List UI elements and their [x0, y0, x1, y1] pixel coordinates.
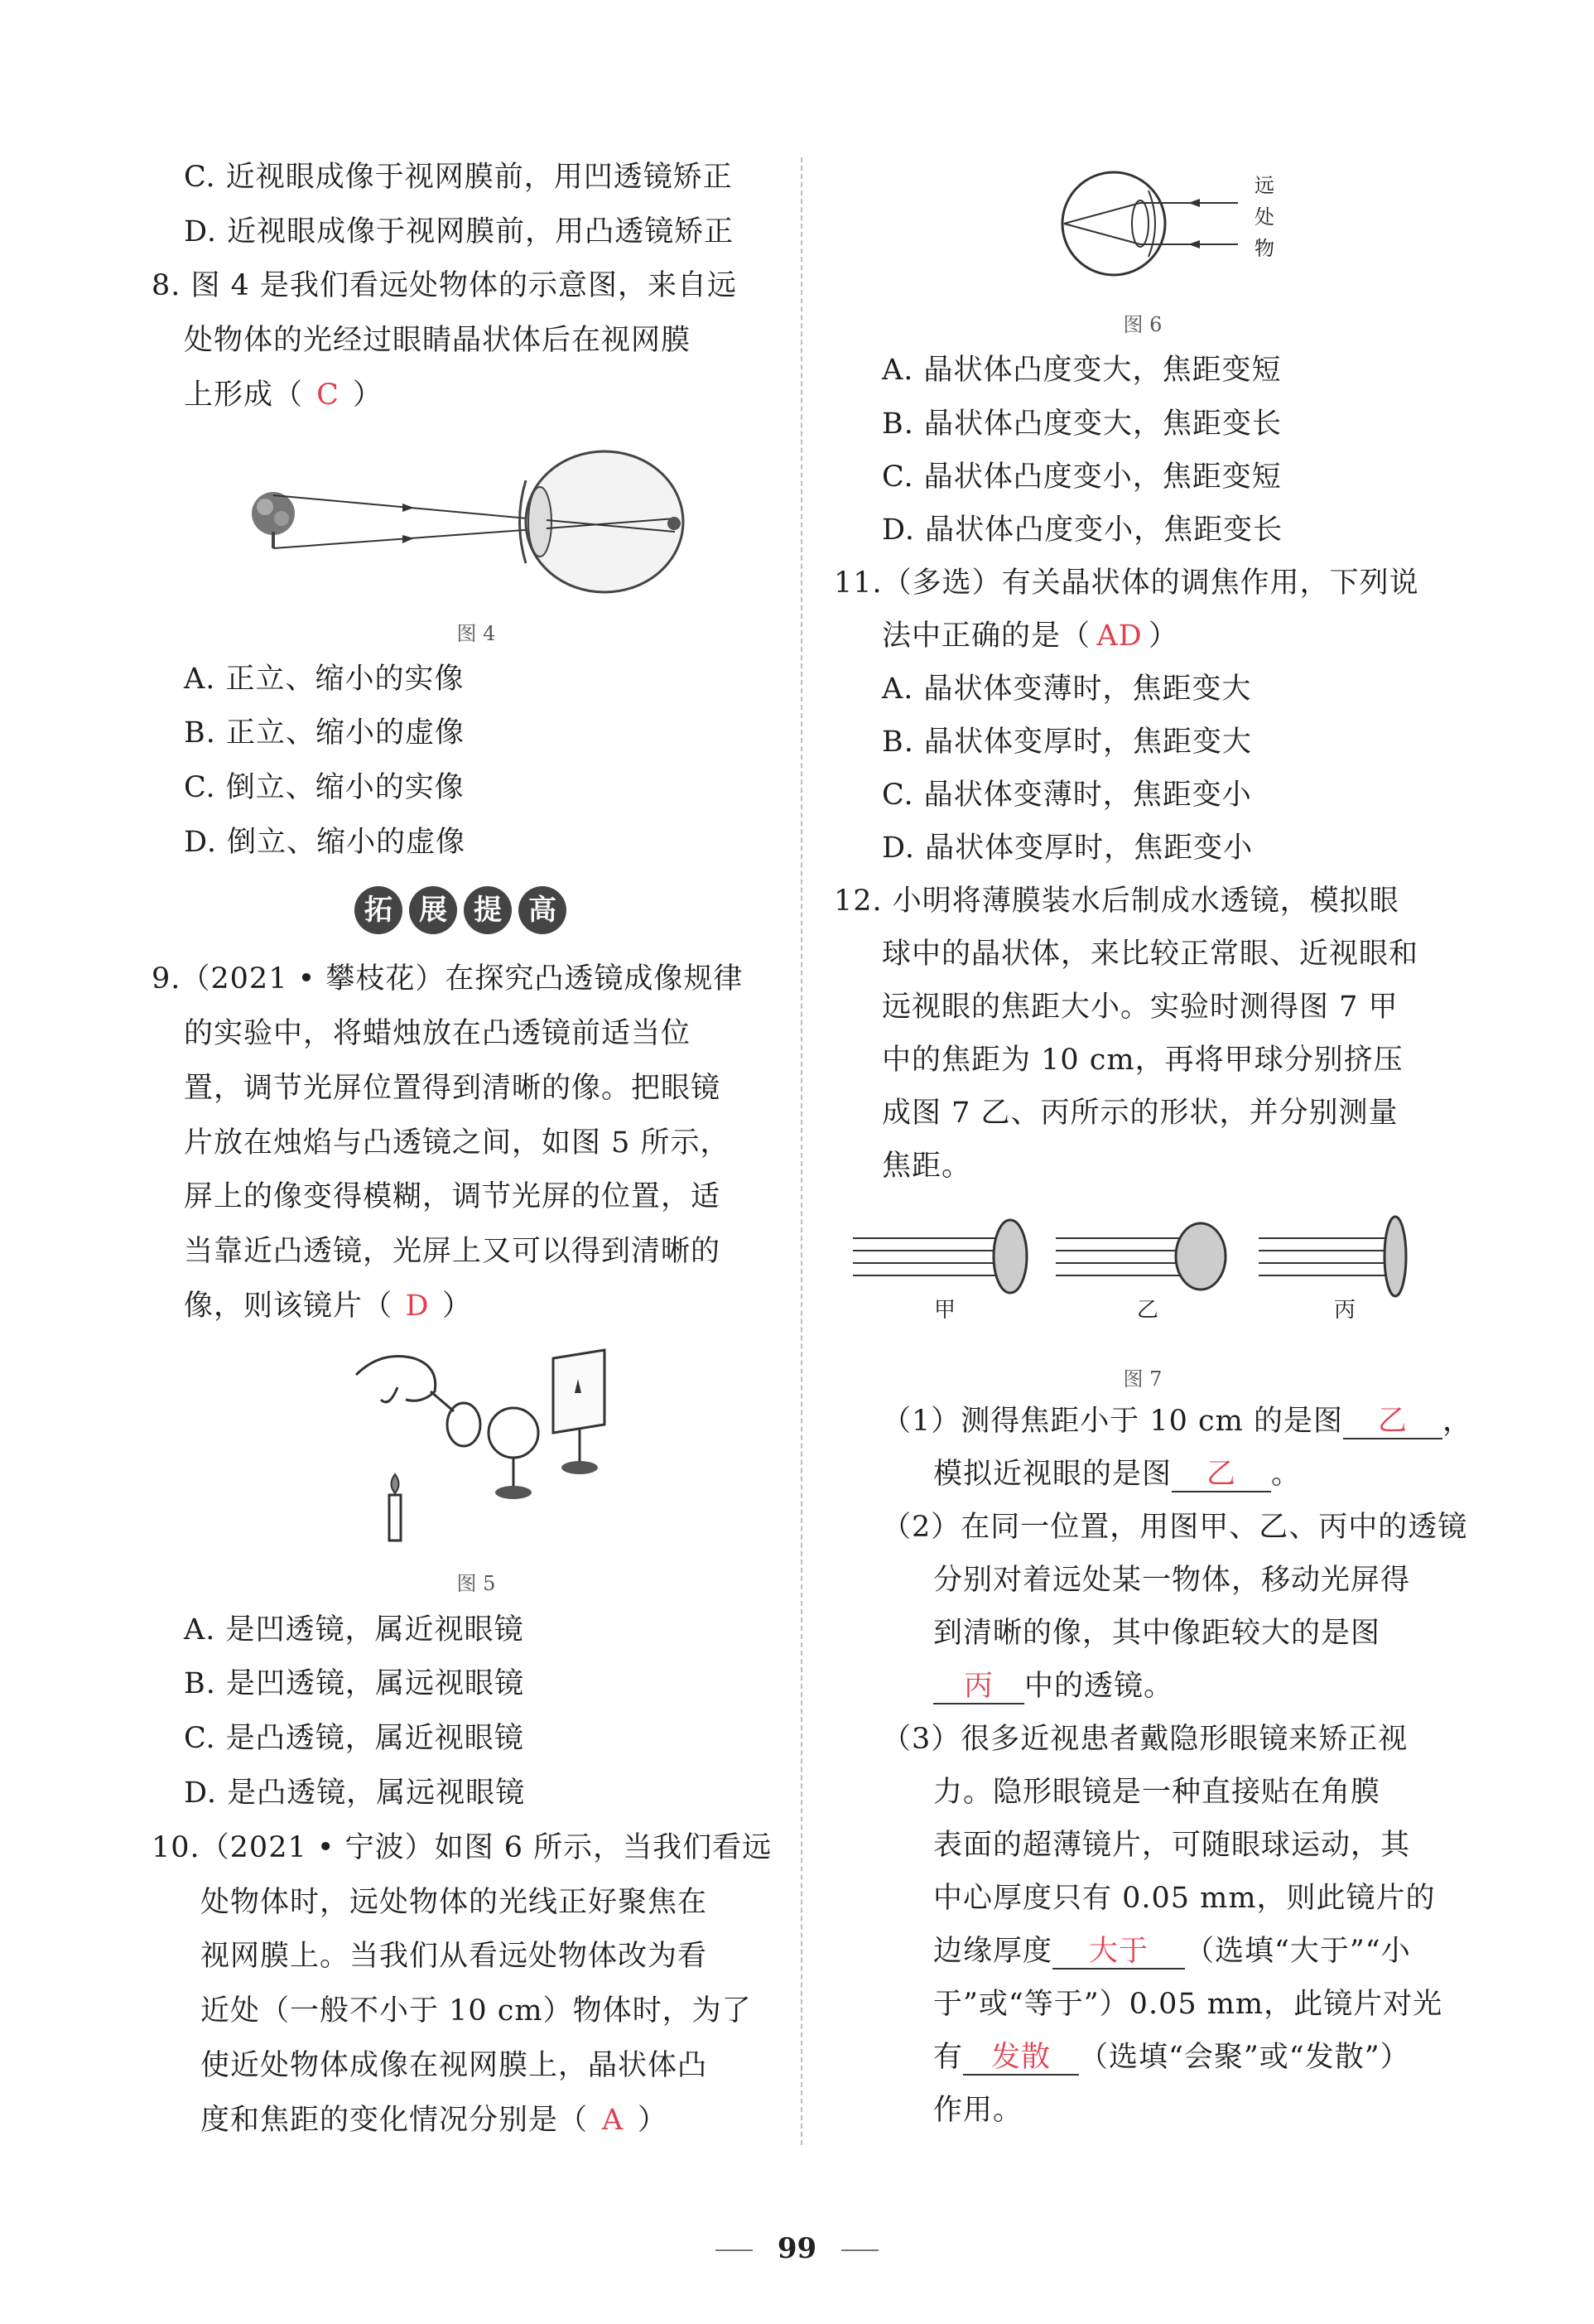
- eye-lens: [1132, 200, 1149, 247]
- fig6-label-char-1: 远: [1254, 174, 1275, 197]
- figure-5-caption: 图 5: [456, 1572, 496, 1595]
- q12-stem-line5: 成图 7 乙、丙所示的形状，并分别测量: [882, 1097, 1399, 1130]
- q12-part2-line3: 到清晰的像，其中像距较大的是图: [933, 1617, 1381, 1650]
- q10-option-a: A. 晶状体凸度变大，焦距变短: [882, 354, 1282, 387]
- candle-flame: [392, 1474, 399, 1493]
- q11-option-c: C. 晶状体变薄时，焦距变小: [882, 779, 1252, 812]
- cornea: [1149, 190, 1155, 257]
- q12-p1-sep: ，: [1442, 1405, 1472, 1438]
- right-column: [807, 0, 1594, 2324]
- figure-4-eye-diagram: [240, 431, 704, 596]
- q11-stem-line2: [882, 620, 1178, 653]
- lens-bing: [1259, 1217, 1406, 1296]
- q12-stem-line3: 远视眼的焦距大小。实验时测得图 7 甲: [882, 991, 1399, 1024]
- q12-stem-line6: 焦距。: [882, 1150, 972, 1183]
- q8-option-a: A. 正立、缩小的实像: [184, 663, 465, 696]
- q12-part2-line2: 分别对着远处某一物体，移动光屏得: [933, 1564, 1411, 1597]
- banner-char-4: 高: [518, 886, 566, 934]
- q8-stem-text: 上形成（: [184, 378, 304, 412]
- q12-p1-answer-2: 乙: [1172, 1458, 1271, 1492]
- q11-close-paren: ）: [1149, 620, 1179, 653]
- q12-p1-answer-1: 乙: [1343, 1405, 1442, 1439]
- banner-char-1: 拓: [354, 886, 402, 934]
- q12-stem-line1: 12. 小明将薄膜装水后制成水透镜，模拟眼: [834, 885, 1399, 918]
- q11-option-b: B. 晶状体变厚时，焦距变大: [882, 726, 1252, 759]
- q8-answer: C: [316, 378, 340, 412]
- q7-option-c: C. 近视眼成像于视网膜前，用凹透镜矫正: [184, 161, 733, 194]
- q12-part3-line1: （3）很多近视患者戴隐形眼镜来矫正视: [882, 1723, 1409, 1756]
- figure-5-experiment: [340, 1342, 621, 1549]
- q9-stem-line5: 屏上的像变得模糊，调节光屏的位置，适: [184, 1180, 721, 1213]
- fig6-label-char-3: 物: [1254, 237, 1275, 260]
- figure-6-label: [1254, 170, 1279, 264]
- candle: [389, 1495, 401, 1540]
- lens-yi: [1056, 1223, 1226, 1290]
- q12-p3-answer-2: 发散: [963, 2041, 1079, 2076]
- q10-stem-line2: 处物体时，远处物体的光线正好聚焦在: [200, 1886, 708, 1919]
- q9-stem-line4: 片放在烛焰与凸透镜之间，如图 5 所示，: [184, 1126, 730, 1160]
- tree-crown: [252, 492, 295, 535]
- q8-option-d: D. 倒立、缩小的虚像: [184, 826, 466, 859]
- column-divider: [801, 157, 802, 2145]
- q12-p3-text-d: 有: [933, 2041, 964, 2074]
- fig7-label-jia: 甲: [934, 1298, 957, 1323]
- q10-stem-line5: 使近处物体成像在视网膜上，晶状体凸: [200, 2049, 708, 2082]
- retina-image: [667, 517, 681, 530]
- q12-part3-line8: 作用。: [933, 2094, 1023, 2127]
- q9-stem-line3: 置，调节光屏位置得到清晰的像。把眼镜: [184, 1072, 721, 1105]
- figure-4-caption: 图 4: [456, 622, 496, 645]
- q12-part1-line2: [933, 1458, 1301, 1492]
- q8-stem-line2: 处物体的光经过眼睛晶状体后在视网膜: [184, 324, 691, 357]
- page-number: [0, 2232, 1594, 2265]
- q12-p3-text-e: （选填“会聚”或“发散”）: [1079, 2041, 1410, 2074]
- q8-stem-line3: [184, 378, 383, 412]
- q8-close-paren: ）: [353, 378, 383, 412]
- q12-part3-line6: 于”或“等于”）0.05 mm，此镜片对光: [933, 1988, 1443, 2021]
- q10-stem-line4: 近处（一般不小于 10 cm）物体时，为了: [200, 1994, 752, 2027]
- q11-option-d: D. 晶状体变厚时，焦距变小: [882, 832, 1254, 865]
- q12-part3-line7: [933, 2041, 1410, 2076]
- q12-p3-text-a: 边缘厚度: [933, 1935, 1053, 1968]
- figure-7-caption: 图 7: [1123, 1367, 1163, 1391]
- q8-stem-line1: 8. 图 4 是我们看远处物体的示意图，来自远: [152, 269, 738, 302]
- figure-7-water-lenses: [853, 1209, 1449, 1300]
- q7-option-d: D. 近视眼成像于视网膜前，用凸透镜矫正: [184, 215, 734, 248]
- q9-option-b: B. 是凹透镜，属远视眼镜: [184, 1667, 524, 1700]
- q12-stem-line4: 中的焦距为 10 cm，再将甲球分别挤压: [882, 1044, 1404, 1077]
- q10-stem-line6: [200, 2104, 667, 2137]
- page-number-text: 99: [777, 2232, 817, 2265]
- q12-p1-end: 。: [1271, 1458, 1302, 1491]
- fig7-label-yi: 乙: [1137, 1298, 1160, 1323]
- q11-answer: AD: [1096, 620, 1143, 653]
- q10-stem-line1: 10.（2021 • 宁波）如图 6 所示，当我们看远: [152, 1831, 773, 1864]
- section-banner-extension: [354, 886, 566, 934]
- fig6-label-char-2: 处: [1254, 205, 1275, 229]
- q10-option-c: C. 晶状体凸度变小，焦距变短: [882, 460, 1282, 494]
- figure-6-caption: 图 6: [1123, 313, 1163, 336]
- q11-stem-line1: 11.（多选）有关晶状体的调焦作用，下列说: [834, 567, 1419, 600]
- eye-lens: [528, 487, 551, 557]
- q12-stem-line2: 球中的晶状体，来比较正常眼、近视眼和: [882, 938, 1419, 971]
- banner-char-2: 展: [409, 886, 457, 934]
- q10-stem-text: 度和焦距的变化情况分别是（: [200, 2104, 589, 2137]
- fig7-label-bing: 丙: [1334, 1298, 1357, 1323]
- q9-stem-line6: 当靠近凸透镜，光屏上又可以得到清晰的: [184, 1235, 721, 1268]
- q12-part3-line5: [933, 1935, 1411, 1970]
- q12-p2-end: 中的透镜。: [1024, 1670, 1174, 1703]
- q12-part3-line2: 力。隐形眼镜是一种直接贴在角膜: [933, 1776, 1381, 1809]
- figure-6-eye-diagram: [1047, 162, 1263, 286]
- q12-p2-answer: 丙: [933, 1670, 1024, 1704]
- q12-p1-text: （1）测得焦距小于 10 cm 的是图: [882, 1405, 1343, 1438]
- q8-option-b: B. 正立、缩小的虚像: [184, 716, 465, 750]
- q9-stem-line7: [184, 1290, 472, 1323]
- q12-p3-answer-1: 大于: [1052, 1935, 1185, 1970]
- q9-option-c: C. 是凸透镜，属近视眼镜: [184, 1722, 524, 1755]
- q12-p1-text-2: 模拟近视眼的是图: [933, 1458, 1173, 1491]
- convex-lens: [489, 1408, 538, 1458]
- q12-part1-line1: [882, 1405, 1472, 1439]
- q10-stem-line3: 视网膜上。当我们从看远处物体改为看: [200, 1940, 708, 1973]
- q12-part3-line3: 表面的超薄镜片，可随眼球运动，其: [933, 1829, 1411, 1862]
- q10-close-paren: ）: [638, 2104, 668, 2137]
- q12-part2-line1: （2）在同一位置，用图甲、乙、丙中的透镜: [882, 1511, 1468, 1544]
- q11-stem-text: 法中正确的是（: [882, 620, 1091, 653]
- q10-option-d: D. 晶状体凸度变小，焦距变长: [882, 513, 1283, 547]
- q9-answer: D: [405, 1290, 430, 1323]
- q12-part2-line4: [933, 1670, 1173, 1704]
- q9-stem-text: 像，则该镜片（: [184, 1290, 393, 1323]
- q12-p3-text-b: （选填“大于”“小: [1185, 1935, 1411, 1968]
- q9-option-a: A. 是凹透镜，属近视眼镜: [184, 1613, 524, 1647]
- q9-option-d: D. 是凸透镜，属远视眼镜: [184, 1777, 526, 1810]
- q9-stem-line1: 9.（2021 • 攀枝花）在探究凸透镜成像规律: [152, 962, 744, 996]
- q10-option-b: B. 晶状体凸度变大，焦距变长: [882, 407, 1282, 441]
- q12-part3-line4: 中心厚度只有 0.05 mm，则此镜片的: [933, 1882, 1436, 1915]
- lens-jia: [853, 1220, 1027, 1293]
- q9-close-paren: ）: [442, 1290, 473, 1323]
- eyeball: [1062, 172, 1165, 275]
- q11-option-a: A. 晶状体变薄时，焦距变大: [882, 673, 1252, 706]
- banner-char-3: 提: [464, 886, 512, 934]
- q10-answer: A: [601, 2104, 624, 2137]
- q9-stem-line2: 的实验中，将蜡烛放在凸透镜前适当位: [184, 1017, 691, 1050]
- q8-option-c: C. 倒立、缩小的实像: [184, 771, 465, 804]
